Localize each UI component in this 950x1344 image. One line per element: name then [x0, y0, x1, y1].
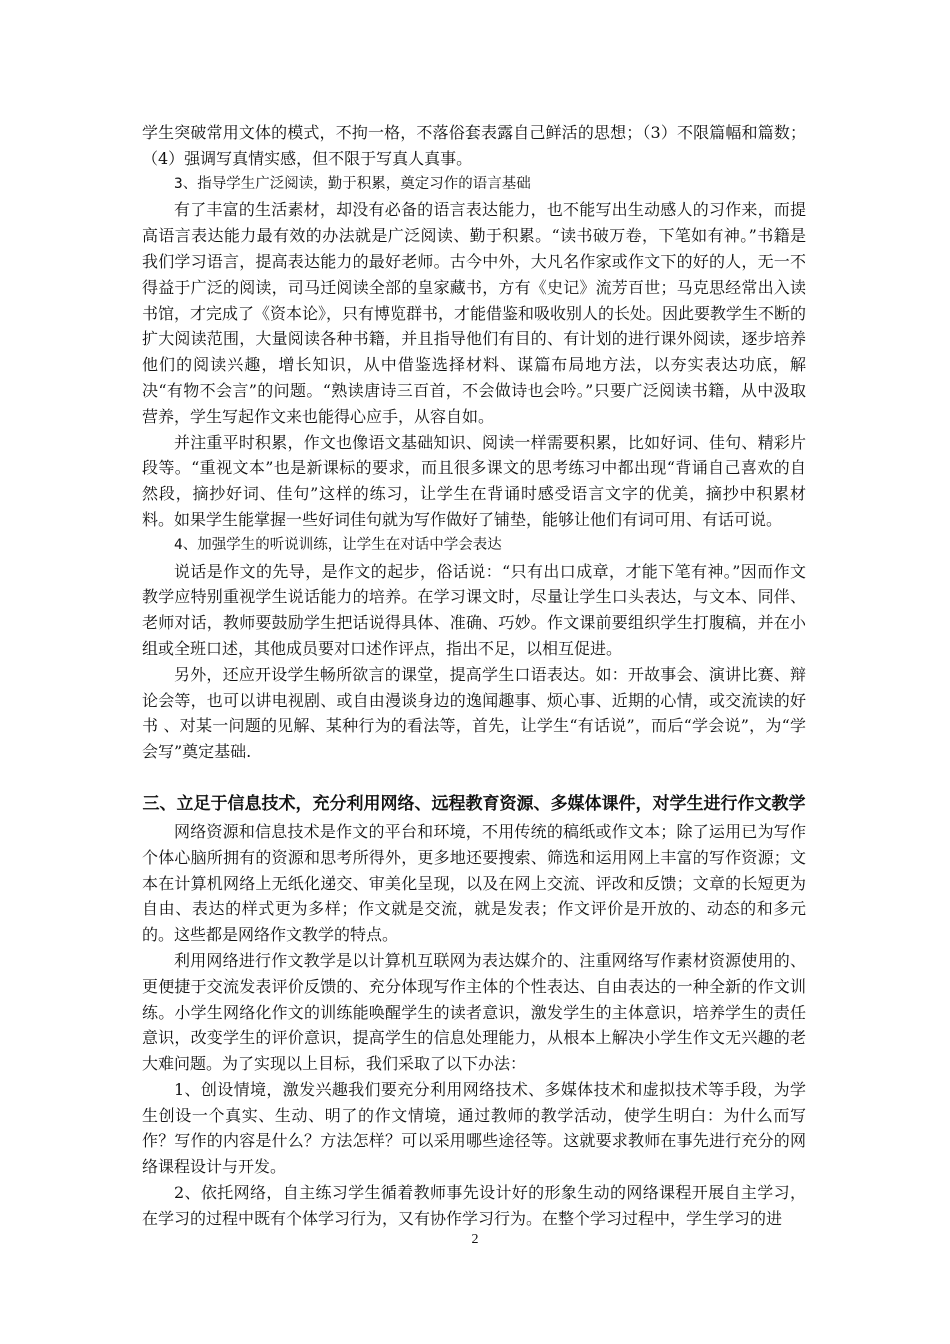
- paragraph-accumulation: 并注重平时积累，作文也像语文基础知识、阅读一样需要积累，比如好词、佳句、精彩片段等。“重视文本”也是新课标的要求，而且很多课文的思考练习中都出现“背诵自己喜欢的自然段，摘抄好词、佳句”这样的练习，让学生在背诵时感受语言文字的优美，摘抄中积累材料。如果学生能掌握一些好词佳句就为写作做好了铺垫，能够让他们有词可用、有话可说。: [142, 432, 806, 529]
- paragraph-continuation: 学生突破常用文体的模式，不拘一格，不落俗套表露自己鲜活的思想；（3）不限篇幅和篇数；（4）强调写真情实感，但不限于写真人真事。: [142, 123, 806, 168]
- paragraph-method-1: 1、创设情境，激发兴趣我们要充分利用网络技术、多媒体技术和虚拟技术等手段，为学生创设一个真实、生动、明了的作文情境，通过教师的教学活动，使学生明白：为什么而写作？写作的内容是什么？方法怎样？可以采用哪些途径等。这就要求教师在事先进行充分的网络课程设计与开发。: [142, 1079, 806, 1177]
- page-number: 2: [471, 1232, 479, 1247]
- paragraph-speaking: 说话是作文的先导，是作文的起步，俗话说：“只有出口成章，才能下笔有神。”因而作文教学应特别重视学生说话能力的培养。在学习课文时，尽量让学生口头表达，与文本、同伴、老师对话，教师要鼓励学生把话说得具体、准确、巧妙。作文课前要组织学生打腹稿，并在小组或全班口述，其他成员要对口述作评点，指出不足，以相互促进。: [142, 561, 806, 658]
- paragraph-method-2: 2、依托网络，自主练习学生循着教师事先设计好的形象生动的网络课程开展自主学习，在学习的过程中既有个体学习行为，又有协作学习行为。在整个学习过程中，学生学习的进: [142, 1183, 806, 1228]
- section-title: 三、立足于信息技术，充分利用网络、远程教育资源、多媒体课件，对学生进行作文教学: [142, 793, 806, 814]
- paragraph-network-resources: 网络资源和信息技术是作文的平台和环境，不用传统的稿纸或作文本；除了运用已为写作个体心脑所拥有的资源和思考所得外，更多地还要搜索、筛选和运用网上丰富的写作资源；文本在计算机网络上无纸化递交、审美化呈现，以及在网上交流、评改和反馈；文章的长短更为自由、表达的样式更为多样；作文就是交流，就是发表；作文评价是开放的、动态的和多元的。这些都是网络作文教学的特点。: [142, 821, 806, 945]
- paragraph-oral-expression: 另外，还应开设学生畅所欲言的课堂，提高学生口语表达。如：开故事会、演讲比赛、辩论会等，也可以讲电视剧、或自由漫谈身边的逸闻趣事、烦心事、近期的心情，或交流读的好书 、对某一问题的见解、某种行为的看法等，首先，让学生“有话说”，而后“学会说”，为“学会写”奠定基础.: [142, 664, 806, 762]
- paragraph-reading: 有了丰富的生活素材，却没有必备的语言表达能力，也不能写出生动感人的习作来，而提高语言表达能力最有效的办法就是广泛阅读、勤于积累。“读书破万卷，下笔如有神。”书籍是我们学习语言，提高表达能力的最好老师。古今中外，大凡名作家或作文下的好的人，无一不得益于广泛的阅读，司马迁阅读全部的皇家藏书，方有《史记》流芳百世；马克思经常出入读书馆，才完成了《资本论》，只有博览群书，才能借鉴和吸收别人的长处。因此要教学生不断的扩大阅读范围，大量阅读各种书籍，并且指导他们有目的、有计划的进行课外阅读，逐步培养他们的阅读兴趣，增长知识，从中借鉴选择材料、谋篇布局地方法，以夯实表达功底，解决“有物不会言”的问题。“熟读唐诗三百首，不会做诗也会吟。”只要广泛阅读书籍，从中汲取营养，学生写起作文来也能得心应手，从容自如。: [142, 200, 807, 426]
- document-body: [142, 120, 806, 1232]
- subheading-speaking: 4、加强学生的听说训练，让学生在对话中学会表达: [174, 536, 502, 553]
- subheading-reading: 3、指导学生广泛阅读，勤于积累，奠定习作的语言基础: [174, 175, 531, 192]
- paragraph-network-teaching: 利用网络进行作文教学是以计算机互联网为表达媒介的、注重网络写作素材资源使用的、更便捷于交流发表评价反馈的、充分体现写作主体的个性表达、自由表达的一种全新的作文训练。小学生网络化作文的训练能唤醒学生的读者意识，激发学生的主体意识，培养学生的责任意识，改变学生的评价意识，提高学生的信息处理能力，从根本上解决小学生作文无兴趣的老大难问题。为了实现以上目标，我们采取了以下办法：: [142, 950, 806, 1074]
